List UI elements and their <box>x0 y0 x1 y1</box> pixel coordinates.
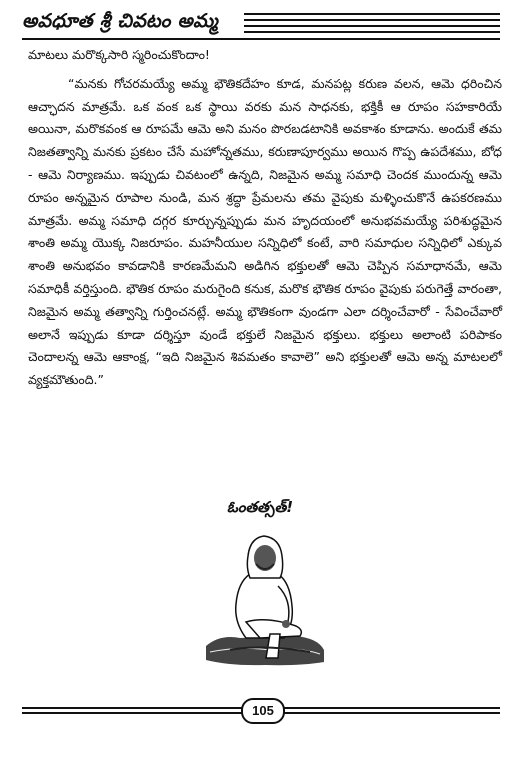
header-rule <box>22 38 500 40</box>
page-header <box>22 6 500 40</box>
header-title: అవధూత శ్రీ చివటం అమ్మ <box>22 10 218 32</box>
closing-phrase: ఓంతత్సత్! <box>226 498 294 516</box>
body-text <box>28 44 502 392</box>
seated-saint-illustration <box>200 526 330 686</box>
quote-paragraph: “మనకు గోచరమయ్యే అమ్మ భౌతికదేహం కూడ, మనపట్ల కరుణ వలన, ఆమె ధరించిన ఆచ్ఛాదన మాత్రమే. ఒక వంక ఒక స్థాయి వరకు మన సాధనకు, భక్తికీ ఆ రూపం సహకారియే అయినా, మరొకవంక ఆ రూపమే ఆమె అని మనం పొరబడటానికి అవకాశం కూడాను. అందుకే తమ నిజతత్వాన్ని మనకు ప్రకటం చేసే మహోన్నతము, కరుణాపూర్వము అయిన గొప్ప ఉపదేశము, బోధ - ఆమె నిర్యాణము. ఇప్పుడు చివటంలో ఉన్నది, నిజమైన అమ్మ సమాధి చెందక ముందున్న ఆమె రూపం అన్నమైన రూపాల నుండి, మన శ్రద్ధా ప్రేమలను తమ వైపుకు మళ్ళించుకొనే ఉపకరణము మాత్రమే. అమ్మ సమాధి దగ్గర కూర్చున్నప్పుడు మన హృదయంలో అనుభవమయ్యే పరిశుద్ధమైన శాంతి అమ్మ యొక్క నిజరూపం. మహనీయుల సన్నిధిలో కంటే, వారి సమాధుల సన్నిధిలో ఎక్కువ శాంతి అనుభవం కావడానికి కారణమేమని అడిగిన భక్తులతో ఆమె చెప్పిన సమాధానమే, ఆమె సమాధికీ వర్తిస్తుంది. భౌతిక రూపం మరుగైంది కనుక, మరొక భౌతిక రూపం వైపుకు పరుగెత్తే వారంతా, నిజమైన అమ్మ తత్వాన్ని గుర్తించనట్లే. అమ్మ భౌతికంగా వుండగా ఎలా దర్శించేవారో - సేవించేవారో అలానే ఇప్పుడు కూడా దర్శిస్తూ వుండే భక్తులే నిజమైన భక్తులు. భక్తులు అలాంటి పరిపాకం చెందాలన్న ఆమె ఆకాంక్ష, “ఇది నిజమైన శివమతం కావాలె” అని భక్తులతో ఆమె అన్న మాటలలో వ్యక్తమౌతుంది.” <box>28 75 502 388</box>
page-footer <box>22 694 500 726</box>
page-number: 105 <box>241 698 285 724</box>
lead-line: మాటలు మరొక్కసారి స్మరించుకొందాం! <box>28 47 210 62</box>
seated-saint-icon <box>200 526 330 686</box>
header-decorative-lines <box>244 13 500 37</box>
